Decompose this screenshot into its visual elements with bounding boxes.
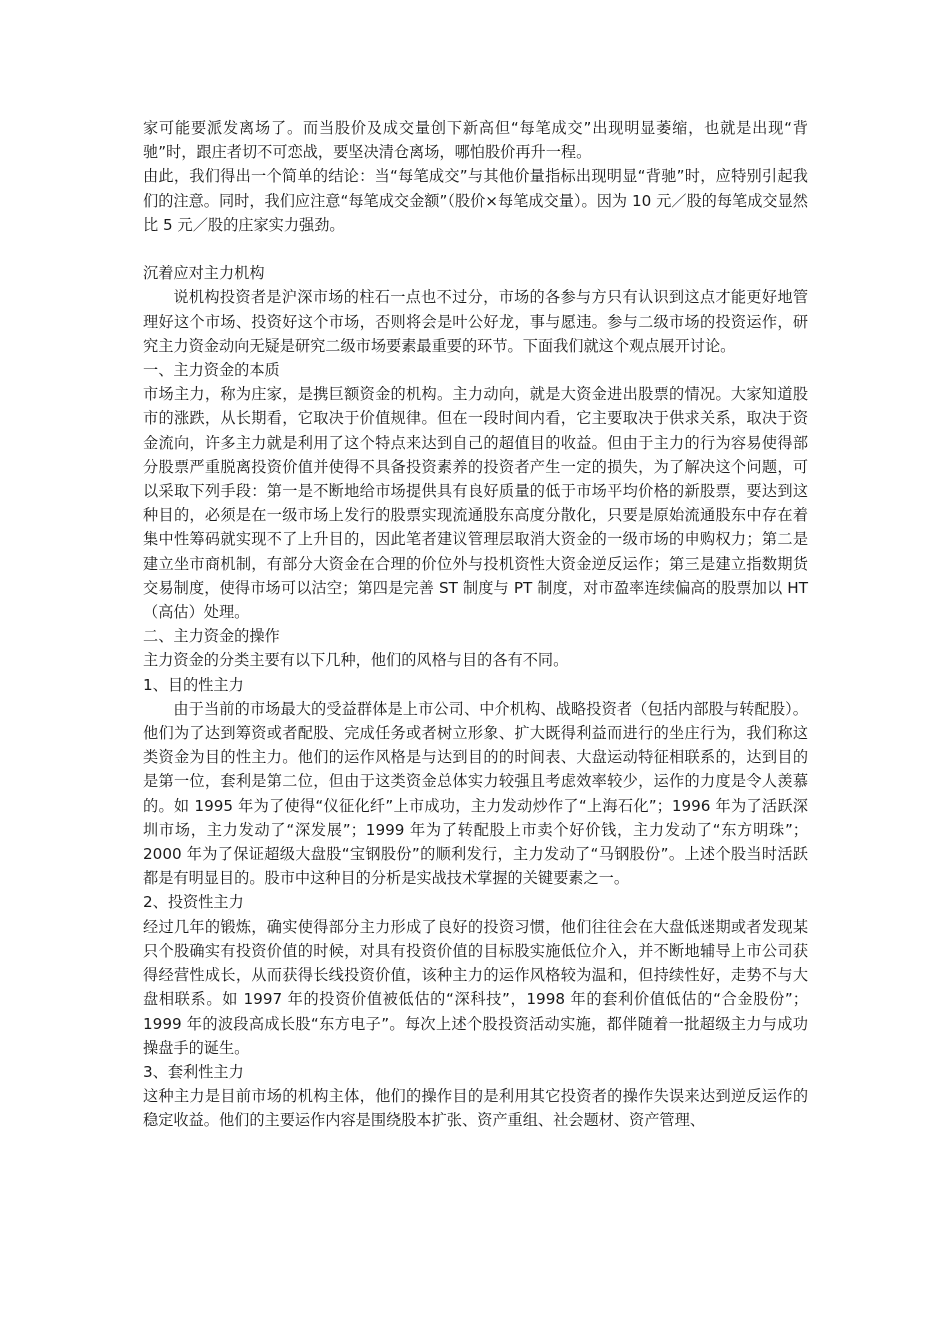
subsection-heading: 3、套利性主力	[143, 1062, 244, 1081]
blank-line	[143, 237, 808, 261]
body-paragraph: 市场主力，称为庄家，是携巨额资金的机构。主力动向，就是大资金进出股票的情况。大家知道股市的涨跌，从长期看，它取决于价值规律。但在一段时间内看，它主要取决于供求关系，取决于资金流向，许多主力就是利用了这个特点来达到自己的超值目的收益。但由于主力的行为容易使得部分股票严重脱离投资价值并使得不具备投资素养的投资者产生一定的损失，为了解决这个问题，可以采取下列手段：第一是不断地给市场提供具有良好质量的低于市场平均价格的新股票，要达到这种目的，必须是在一级市场上发行的股票实现流通股东高度分散化，只要是原始流通股东中存在着集中性筹码就实现不了上升目的，因此笔者建议管理层取消大资金的一级市场的申购权力；第二是建立坐市商机制，有部分大资金在合理的价位外与投机资性大资金逆反运作；第三是建立指数期货交易制度，使得市场可以沽空；第四是完善 ST 制度与 PT 制度，对市盈率连续偏高的股票加以 HT（高估）处理。	[143, 385, 808, 622]
body-paragraph: 主力资金的分类主要有以下几种，他们的风格与目的各有不同。	[143, 651, 569, 670]
subsection-heading: 1、目的性主力	[143, 675, 244, 694]
subsection-heading: 2、投资性主力	[143, 893, 244, 912]
body-paragraph: 这种主力是目前市场的机构主体，他们的操作目的是利用其它投资者的操作失误来达到逆反运作的稳定收益。他们的主要运作内容是围绕股本扩张、资产重组、社会题材、资产管理、	[143, 1087, 808, 1130]
body-paragraph: 由此，我们得出一个简单的结论：当“每笔成交”与其他价量指标出现明显“背驰”时，应特别引起我们的注意。同时，我们应注意“每笔成交金额”（股价×每笔成交量）。因为 10 元／股的每笔成交显然比 5 元／股的庄家实力强劲。	[143, 167, 808, 234]
document-page	[143, 116, 808, 1133]
section-heading: 沉着应对主力机构	[143, 264, 265, 283]
body-paragraph: 由于当前的市场最大的受益群体是上市公司、中介机构、战略投资者（包括内部股与转配股）。他们为了达到筹资或者配股、完成任务或者树立形象、扩大既得利益而进行的坐庄行为，我们称这类资金为目的性主力。他们的运作风格是与达到目的的时间表、大盘运动特征相联系的，达到目的是第一位，套利是第二位，但由于这类资金总体实力较强且考虑效率较少，运作的力度是令人羡慕的。如 1995 年为了使得“仪征化纤”上市成功，主力发动炒作了“上海石化”；1996 年为了活跃深圳市场，主力发动了“深发展”；1999 年为了转配股上市卖个好价钱，主力发动了“东方明珠”；2000 年为了保证超级大盘股“宝钢股份”的顺利发行，主力发动了“马钢股份”。上述个股当时活跃都是有明显目的。股市中这种目的分析是实战技术掌握的关键要素之一。	[143, 699, 808, 888]
section-heading: 一、主力资金的本质	[143, 361, 280, 380]
body-paragraph: 家可能要派发离场了。而当股价及成交量创下新高但“每笔成交”出现明显萎缩，也就是出现“背驰”时，跟庄者切不可恋战，要坚决清仓离场，哪怕股价再升一程。	[143, 119, 808, 162]
section-heading: 二、主力资金的操作	[143, 627, 280, 646]
body-paragraph: 说机构投资者是沪深市场的柱石一点也不过分，市场的各参与方只有认识到这点才能更好地管理好这个市场、投资好这个市场，否则将会是叶公好龙，事与愿违。参与二级市场的投资运作，研究主力资金动向无疑是研究二级市场要素最重要的环节。下面我们就这个观点展开讨论。	[143, 288, 808, 355]
body-paragraph: 经过几年的锻炼，确实使得部分主力形成了良好的投资习惯，他们往往会在大盘低迷期或者发现某只个股确实有投资价值的时候，对具有投资价值的目标股实施低位介入，并不断地辅导上市公司获得经营性成长，从而获得长线投资价值，该种主力的运作风格较为温和，但持续性好，走势不与大盘相联系。如 1997 年的投资价值被低估的“深科技”，1998 年的套利价值低估的“合金股份”；1999 年的波段高成长股“东方电子”。每次上述个股投资活动实施，都伴随着一批超级主力与成功操盘手的诞生。	[143, 917, 808, 1057]
